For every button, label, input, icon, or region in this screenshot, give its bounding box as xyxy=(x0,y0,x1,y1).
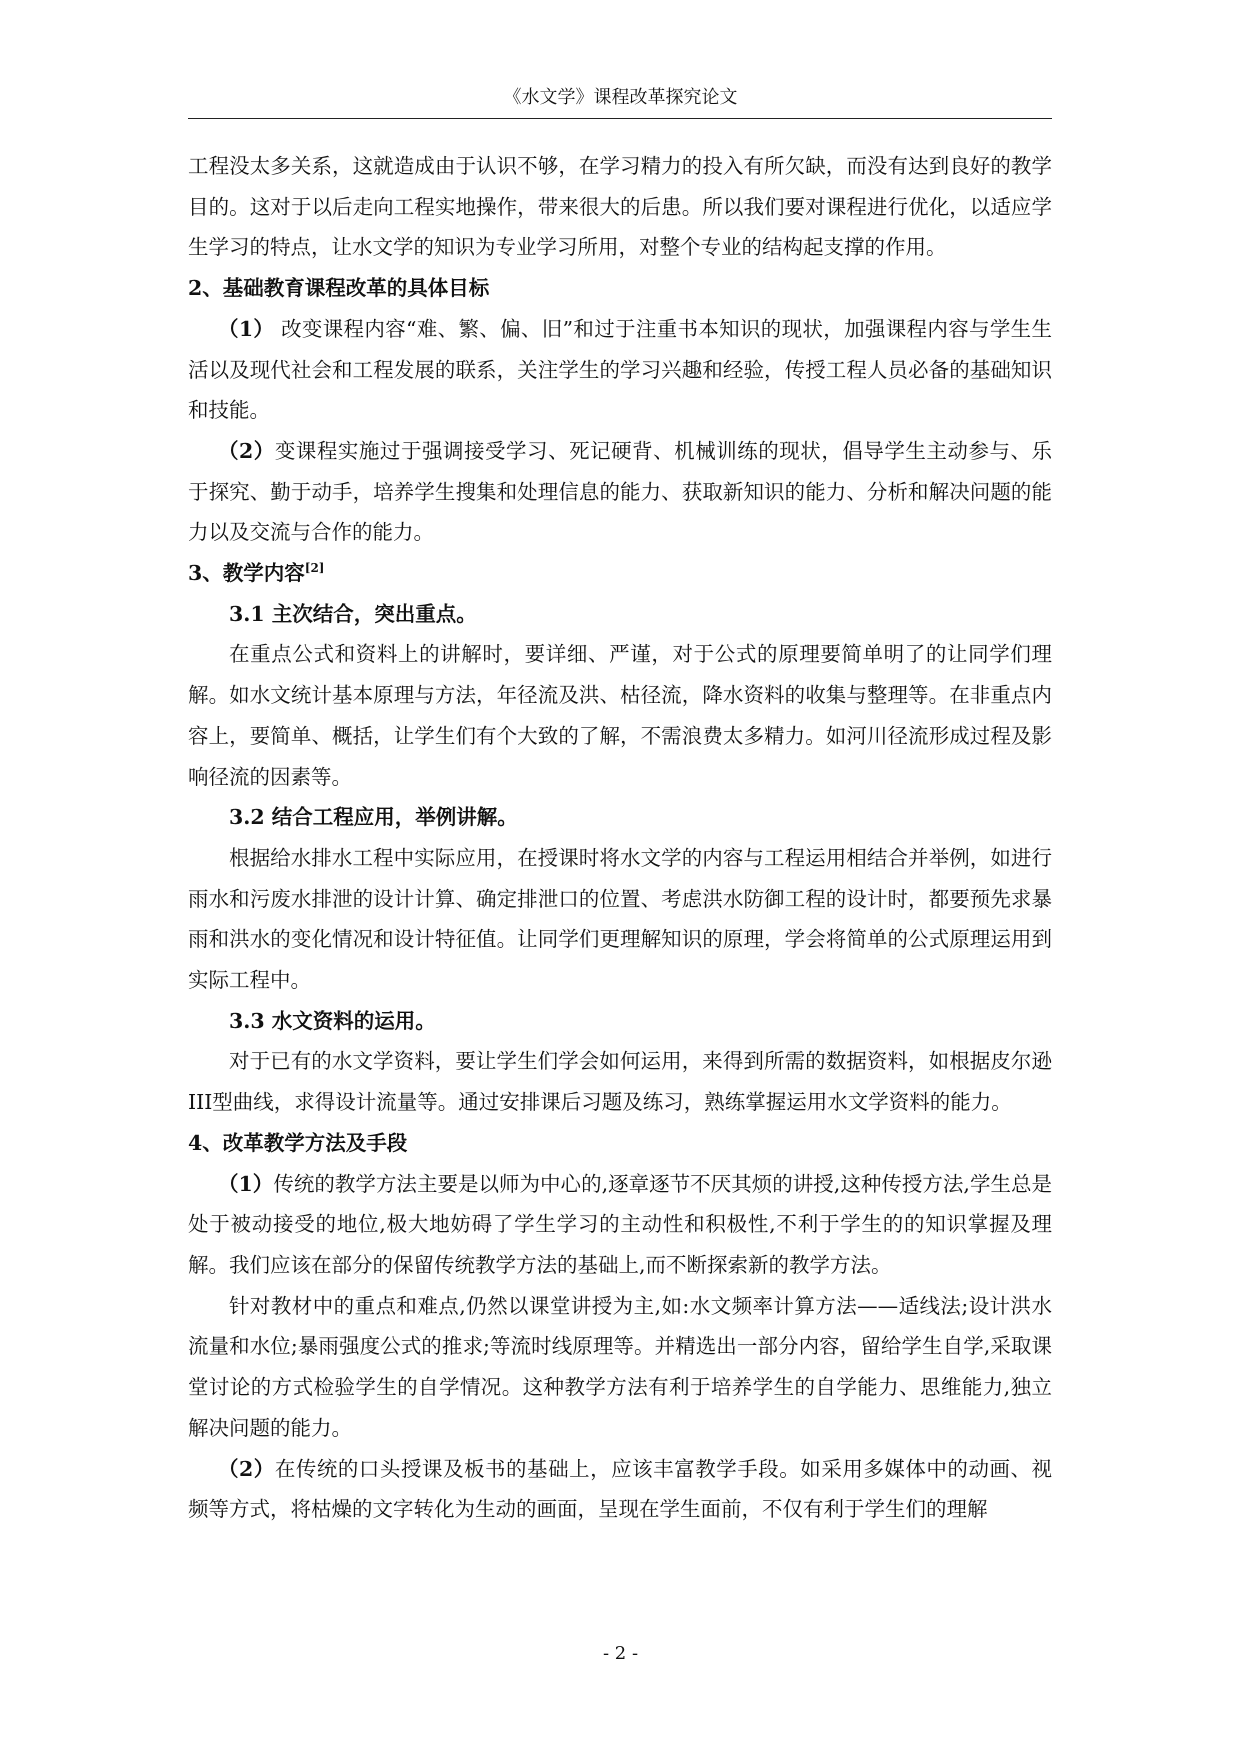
page-body xyxy=(188,146,1052,1530)
paragraph-4-3 xyxy=(188,1449,1052,1530)
running-header: 《水文学》课程改革探究论文 xyxy=(503,87,738,108)
paragraph-intro: 工程没太多关系，这就造成由于认识不够，在学习精力的投入有所欠缺，而没有达到良好的教学目的。这对于以后走向工程实地操作，带来很大的后患。所以我们要对课程进行优化，以适应学生学习的特点，让水文学的知识为专业学习所用，对整个专业的结构起支撑的作用。 xyxy=(188,154,1052,260)
section-heading-3 xyxy=(188,553,1052,594)
paragraph-4-2: 针对教材中的重点和难点,仍然以课堂讲授为主,如:水文频率计算方法——适线法;设计洪水流量和水位;暴雨强度公式的推求;等流时线原理等。并精选出一部分内容，留给学生自学,采取课堂讨论的方式检验学生的自学情况。这种教学方法有利于培养学生的自学能力、思维能力,独立解决问题的能力。 xyxy=(188,1293,1052,1440)
subsection-heading-3-3: 3.3 水文资料的运用。 xyxy=(229,1008,436,1033)
item-label-2-2: （2） xyxy=(218,438,275,463)
item-text-2-2: 变课程实施过于强调接受学习、死记硬背、机械训练的现状，倡导学生主动参与、乐于探究、勤于动手，培养学生搜集和处理信息的能力、获取新知识的能力、分析和解决问题的能力以及交流与合作的能力。 xyxy=(188,438,1053,545)
item-label-4-3: （2） xyxy=(218,1456,275,1481)
paragraph-4-1 xyxy=(188,1164,1052,1286)
paragraph-2-2 xyxy=(188,431,1052,553)
header-rule xyxy=(188,118,1052,119)
subsection-heading-3-2: 3.2 结合工程应用，举例讲解。 xyxy=(229,805,518,830)
section-heading-4: 4、改革教学方法及手段 xyxy=(188,1130,408,1155)
item-label-4-1: （1） xyxy=(218,1171,274,1196)
page-number: - 2 - xyxy=(602,1643,639,1664)
item-label-2-1: （1） xyxy=(218,316,275,341)
paragraph-3-1: 在重点公式和资料上的讲解时，要详细、严谨，对于公式的原理要简单明了的让同学们理解。如水文统计基本原理与方法，年径流及洪、枯径流，降水资料的收集与整理等。在非重点内容上，要简单、概括，让学生们有个大致的了解，不需浪费太多精力。如河川径流形成过程及影响径流的因素等。 xyxy=(188,642,1052,789)
citation-ref: [2] xyxy=(304,561,325,576)
item-text-4-3: 在传统的口头授课及板书的基础上，应该丰富教学手段。如采用多媒体中的动画、视频等方式，将枯燥的文字转化为生动的画面，呈现在学生面前，不仅有利于学生们的理解 xyxy=(188,1456,1053,1522)
item-text-4-1: 传统的教学方法主要是以师为中心的,逐章逐节不厌其烦的讲授,这种传授方法,学生总是处于被动接受的地位,极大地妨碍了学生学习的主动性和积极性,不利于学生的的知识掌握及理解。我们应该在部分的保留传统教学方法的基础上,而不断探索新的教学方法。 xyxy=(188,1171,1053,1277)
paragraph-3-3: 对于已有的水文学资料，要让学生们学会如何运用，来得到所需的数据资料，如根据皮尔逊III型曲线，求得设计流量等。通过安排课后习题及练习，熟练掌握运用水文学资料的能力。 xyxy=(188,1049,1052,1115)
paragraph-2-1 xyxy=(188,309,1052,431)
item-text-2-1: 改变课程内容“难、繁、偏、旧”和过于注重书本知识的现状，加强课程内容与学生生活以及现代社会和工程发展的联系，关注学生的学习兴趣和经验，传授工程人员必备的基础知识和技能。 xyxy=(188,316,1052,423)
section-heading-3-text: 3、教学内容 xyxy=(188,561,305,586)
subsection-heading-3-1: 3.1 主次结合，突出重点。 xyxy=(229,601,477,626)
section-heading-2: 2、基础教育课程改革的具体目标 xyxy=(188,276,490,301)
paragraph-3-2: 根据给水排水工程中实际应用，在授课时将水文学的内容与工程运用相结合并举例，如进行雨水和污废水排泄的设计计算、确定排泄口的位置、考虑洪水防御工程的设计时，都要预先求暴雨和洪水的变化情况和设计特征值。让同学们更理解知识的原理，学会将简单的公式原理运用到实际工程中。 xyxy=(188,845,1052,993)
